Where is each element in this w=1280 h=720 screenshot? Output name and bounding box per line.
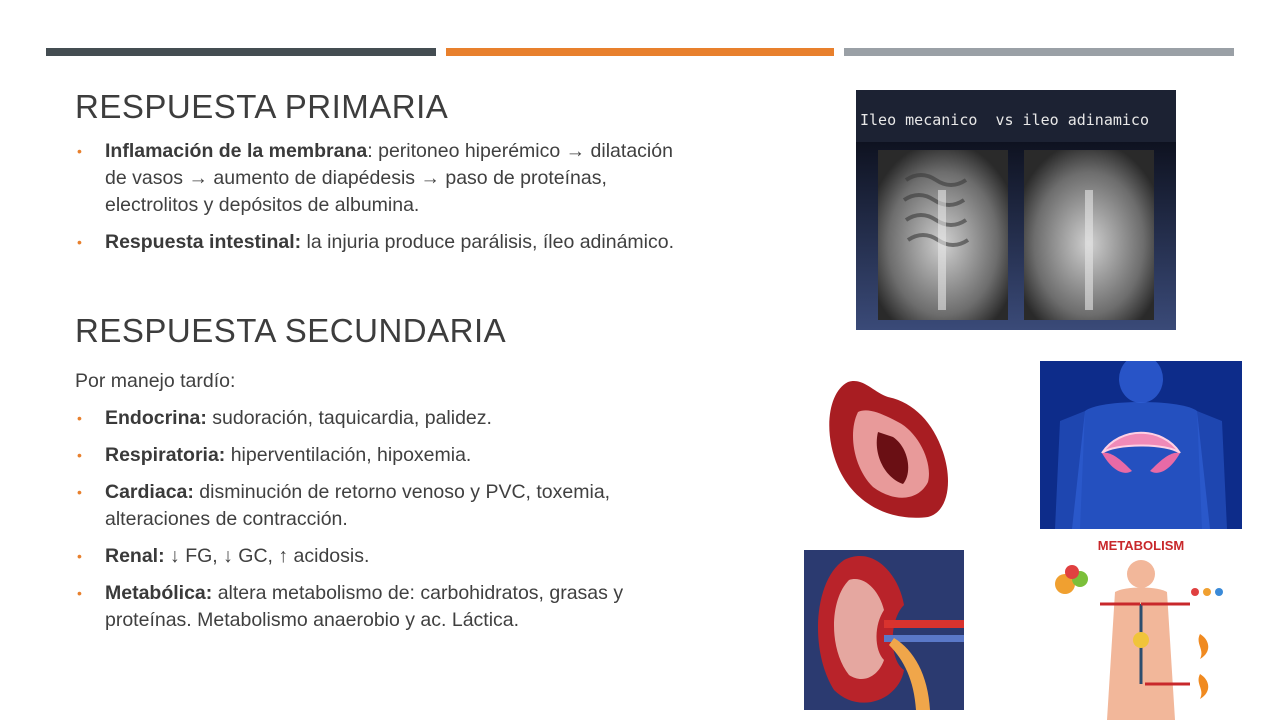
bullet-icon: • <box>77 484 82 500</box>
item-text: sudoración, taquicardia, palidez. <box>206 407 492 429</box>
list-item <box>75 138 695 219</box>
item-bold: Endocrina: <box>105 407 207 429</box>
item-text: la injuria produce parálisis, íleo adinámico. <box>301 231 675 253</box>
item-text: ↓ FG, ↓ GC, ↑ acidosis. <box>164 545 370 567</box>
top-bar-dark <box>46 48 436 56</box>
list-item <box>75 229 695 256</box>
bullet-icon: • <box>77 447 82 463</box>
primary-heading: RESPUESTA PRIMARIA <box>75 88 449 125</box>
item-bold: Respiratoria: <box>105 444 226 466</box>
item-text: disminución de retorno venoso y PVC, toxemia, alteraciones de contracción. <box>105 481 611 530</box>
body-graphic <box>1040 361 1242 529</box>
list-item <box>75 442 695 469</box>
heart-graphic <box>818 372 958 527</box>
item-bold: Respuesta intestinal: <box>105 231 302 253</box>
item-bold: Metabólica: <box>105 582 213 604</box>
bullet-icon: • <box>77 410 82 426</box>
bullet-icon: • <box>77 143 82 159</box>
item-bold: Renal: <box>105 545 165 567</box>
bullet-icon: • <box>77 234 82 250</box>
kidney-image <box>804 550 964 710</box>
kidney-graphic <box>804 550 964 710</box>
list-item <box>75 543 695 570</box>
bullet-icon: • <box>77 548 82 564</box>
item-bold: Inflamación de la membrana <box>105 140 368 162</box>
body-image <box>1040 361 1242 529</box>
xray-title: Ileo mecanico vs ileo adinamico <box>860 111 1149 129</box>
item-text: : peritoneo hiperémico → dilatación de vasos → aumento de diapédesis → paso de proteínas, electrolitos y depósitos de albumina. <box>105 140 673 216</box>
list-item <box>75 479 695 533</box>
item-text: altera metabolismo de: carbohidratos, grasas y proteínas. Metabolismo anaerobio y ac. Láctica. <box>105 582 624 631</box>
list-item <box>75 405 695 432</box>
primary-list <box>75 138 695 266</box>
secondary-heading: RESPUESTA SECUNDARIA <box>75 312 507 349</box>
metabolism-title: METABOLISM <box>1097 538 1185 553</box>
xray-image <box>856 90 1176 330</box>
xray-graphic <box>856 90 1176 330</box>
secondary-block <box>75 368 695 644</box>
item-text: hiperventilación, hipoxemia. <box>225 444 472 466</box>
item-bold: Cardiaca: <box>105 481 194 503</box>
list-item <box>75 580 695 634</box>
top-bar-orange <box>446 48 834 56</box>
heart-image <box>818 372 958 527</box>
top-bar-gray <box>844 48 1234 56</box>
metabolism-image <box>1040 534 1242 720</box>
secondary-intro: Por manejo tardío: <box>75 370 236 392</box>
metabolism-graphic <box>1040 534 1242 720</box>
bullet-icon: • <box>77 585 82 601</box>
